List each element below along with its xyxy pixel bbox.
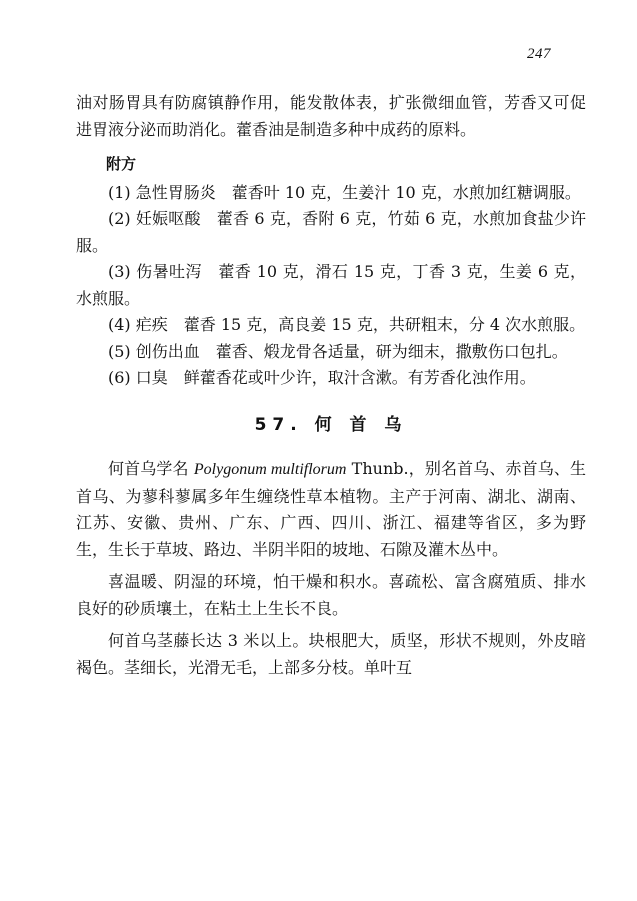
remedy-item: (4) 疟疾 藿香 15 克，高良姜 15 克，共研粗末，分 4 次水煎服。 xyxy=(108,315,586,334)
description-paragraph: 何首乌茎藤长达 3 米以上。块根肥大，质坚，形状不规则，外皮暗褐色。茎细长，光滑无毛，上部多分枝。单叶互 xyxy=(76,631,586,677)
section-title: 57. 何 首 乌 xyxy=(254,414,408,435)
habitat-paragraph: 喜温暖、阴湿的环境，怕干燥和积水。喜疏松、富含腐殖质、排水良好的砂质壤土，在粘土上生长不良。 xyxy=(76,572,586,618)
remedy-item: (6) 口臭 鲜藿香花或叶少许，取汁含漱。有芳香化浊作用。 xyxy=(108,368,536,387)
intro-text-start: 何首乌学名 xyxy=(108,459,194,478)
remedy-item: (2) 妊娠呕酸 藿香 6 克，香附 6 克，竹茹 6 克，水煎加食盐少许服。 xyxy=(76,209,586,255)
latin-name: Polygonum multiflorum xyxy=(193,461,347,478)
appendix-heading: 附方 xyxy=(106,155,137,173)
intro-paragraph xyxy=(76,456,586,563)
remedy-item: (5) 创伤出血 藿香、煅龙骨各适量，研为细末，撒敷伤口包扎。 xyxy=(108,341,568,361)
remedy-item: (3) 伤暑吐泻 藿香 10 克，滑石 15 克，丁香 3 克，生姜 6 克，水煎服。 xyxy=(76,262,586,308)
intro-text-rest: Thunb.，别名首乌、赤首乌、生首乌、为蓼科蓼属多年生缠绕性草本植物。主产于河南、湖北、湖南、江苏、安徽、贵州、广东、广西、四川、浙江、福建等省区，多为野生，生长于草坡、路边、半阴半阳的坡地、石隙及灌木丛中。 xyxy=(76,459,587,559)
page-content xyxy=(76,90,586,681)
remedy-item: (1) 急性胃肠炎 藿香叶 10 克，生姜汁 10 克，水煎加红糖调服。 xyxy=(108,182,581,202)
page-number: 247 xyxy=(527,46,551,62)
continuation-paragraph: 油对肠胃具有防腐镇静作用，能发散体表，扩张微细血管，芳香又可促进胃液分泌而助消化。藿香油是制造多种中成药的原料。 xyxy=(76,93,586,139)
